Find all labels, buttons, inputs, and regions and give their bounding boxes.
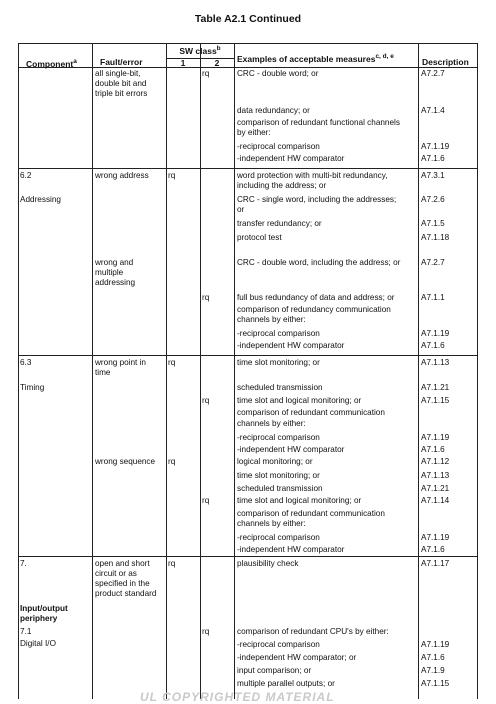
description-cell: A7.2.7 xyxy=(421,69,445,78)
measure-cell: transfer redundancy; or xyxy=(237,219,322,228)
measure-cell: word protection with multi-bit redundancy, xyxy=(237,171,388,180)
fault-cell: wrong point in xyxy=(95,358,146,367)
header-fault: Fault/error xyxy=(100,57,143,67)
description-cell: A7.1.4 xyxy=(421,106,445,115)
description-cell: A7.1.6 xyxy=(421,545,445,554)
description-cell: A7.1.21 xyxy=(421,383,450,392)
sw-class-1-rq: rq xyxy=(168,457,176,466)
sw-class-1-rq: rq xyxy=(168,559,176,568)
description-cell: A7.1.21 xyxy=(421,484,450,493)
description-cell: A7.1.14 xyxy=(421,496,450,505)
description-cell: A7.1.6 xyxy=(421,445,445,454)
description-cell: A7.1.19 xyxy=(421,329,450,338)
sw-class-2-rq: rq xyxy=(202,396,210,405)
measure-cell: comparison of redundant communication xyxy=(237,408,385,417)
grid-line xyxy=(234,43,235,699)
component-cell: Timing xyxy=(20,383,45,392)
description-cell: A7.2.7 xyxy=(421,258,445,267)
grid-line xyxy=(477,43,478,699)
sw-class-1-rq: rq xyxy=(168,358,176,367)
grid-line xyxy=(200,43,201,699)
grid-line xyxy=(92,43,93,699)
measure-cell: -reciprocal comparison xyxy=(237,329,320,338)
fault-cell: time xyxy=(95,368,111,377)
description-cell: A7.1.19 xyxy=(421,640,450,649)
measure-cell: scheduled transmission xyxy=(237,383,323,392)
description-cell: A7.1.18 xyxy=(421,233,450,242)
measure-cell: scheduled transmission xyxy=(237,484,323,493)
sw-class-2-rq: rq xyxy=(202,69,210,78)
requirements-table xyxy=(18,43,478,699)
measure-cell: protocol test xyxy=(237,233,282,242)
description-cell: A7.1.9 xyxy=(421,666,445,675)
measure-cell: -reciprocal comparison xyxy=(237,640,320,649)
measure-cell: time slot monitoring; or xyxy=(237,471,320,480)
sw-class-2-rq: rq xyxy=(202,293,210,302)
measure-cell: time slot and logical monitoring; or xyxy=(237,396,362,405)
description-cell: A7.1.19 xyxy=(421,142,450,151)
component-cell: Addressing xyxy=(20,195,61,204)
description-cell: A7.2.6 xyxy=(421,195,445,204)
header-class-2: 2 xyxy=(214,58,220,68)
grid-line xyxy=(18,556,478,557)
component-cell: 6.2 xyxy=(20,171,32,180)
measure-cell: -independent HW comparator xyxy=(237,154,345,163)
fault-cell: wrong sequence xyxy=(95,457,156,466)
description-cell: A7.1.13 xyxy=(421,358,450,367)
sw-class-2-rq: rq xyxy=(202,496,210,505)
description-cell: A7.1.5 xyxy=(421,219,445,228)
description-cell: A7.1.15 xyxy=(421,396,450,405)
measure-cell: or xyxy=(237,205,245,214)
sw-class-2-rq: rq xyxy=(202,627,210,636)
measure-cell: including the address; or xyxy=(237,181,327,190)
component-cell: Input/output xyxy=(20,604,68,613)
component-cell: 7. xyxy=(20,559,27,568)
measure-cell: comparison of redundant CPU's by either: xyxy=(237,627,389,636)
grid-line xyxy=(18,67,478,68)
description-cell: A7.1.15 xyxy=(421,679,450,688)
header-sw-class: SW class$^b$ xyxy=(179,45,221,56)
component-cell: Digital I/O xyxy=(20,639,56,648)
header-measures: Examples of acceptable measures$^{c, d, e}$ xyxy=(237,53,394,64)
description-cell: A7.1.1 xyxy=(421,293,445,302)
header-component: Component$^a$ xyxy=(26,58,77,69)
description-cell: A7.1.6 xyxy=(421,341,445,350)
table-title: Table A2.1 Continued xyxy=(194,13,302,25)
measure-cell: by either: xyxy=(237,128,271,137)
measure-cell: plausibility check xyxy=(237,559,299,568)
measure-cell: CRC - single word, including the addresses; xyxy=(237,195,397,204)
measure-cell: input comparison; or xyxy=(237,666,312,675)
measure-cell: multiple parallel outputs; or xyxy=(237,679,335,688)
measure-cell: channels by either: xyxy=(237,315,306,324)
fault-cell: wrong and xyxy=(95,258,134,267)
measure-cell: -reciprocal comparison xyxy=(237,433,320,442)
grid-line xyxy=(18,355,478,356)
description-cell: A7.1.6 xyxy=(421,653,445,662)
fault-cell: multiple xyxy=(95,268,124,277)
measure-cell: -reciprocal comparison xyxy=(237,533,320,542)
description-cell: A7.1.12 xyxy=(421,457,450,466)
component-cell: 7.1 xyxy=(20,627,32,636)
grid-line xyxy=(18,43,478,44)
fault-cell: product standard xyxy=(95,589,157,598)
fault-cell: open and short xyxy=(95,559,150,568)
measure-cell: CRC - double word, including the address; or xyxy=(237,258,401,267)
measure-cell: full bus redundancy of data and address; or xyxy=(237,293,395,302)
sw-class-1-rq: rq xyxy=(168,171,176,180)
measure-cell: logical monitoring; or xyxy=(237,457,313,466)
fault-cell: specified in the xyxy=(95,579,150,588)
measure-cell: -reciprocal comparison xyxy=(237,142,320,151)
grid-line xyxy=(18,43,19,699)
component-cell: 6.3 xyxy=(20,358,32,367)
measure-cell: data redundancy; or xyxy=(237,106,310,115)
description-cell: A7.1.19 xyxy=(421,533,450,542)
fault-cell: circuit or as xyxy=(95,569,137,578)
measure-cell: -independent HW comparator xyxy=(237,341,345,350)
grid-line xyxy=(18,168,478,169)
measure-cell: channels by either: xyxy=(237,419,306,428)
grid-line xyxy=(418,43,419,699)
header-class-1: 1 xyxy=(180,58,186,68)
measure-cell: time slot monitoring; or xyxy=(237,358,320,367)
measure-cell: CRC - double word; or xyxy=(237,69,319,78)
measure-cell: channels by either: xyxy=(237,519,306,528)
description-cell: A7.1.17 xyxy=(421,559,450,568)
measure-cell: -independent HW comparator; or xyxy=(237,653,357,662)
description-cell: A7.1.19 xyxy=(421,433,450,442)
fault-cell: double bit and xyxy=(95,79,147,88)
description-cell: A7.1.13 xyxy=(421,471,450,480)
measure-cell: time slot and logical monitoring; or xyxy=(237,496,362,505)
description-cell: A7.1.6 xyxy=(421,154,445,163)
fault-cell: triple bit errors xyxy=(95,89,148,98)
watermark: UL COPYRIGHTED MATERIAL xyxy=(140,690,335,704)
measure-cell: comparison of redundant communication xyxy=(237,509,385,518)
grid-line xyxy=(166,43,167,699)
measure-cell: -independent HW comparator xyxy=(237,545,345,554)
measure-cell: -independent HW comparator xyxy=(237,445,345,454)
component-cell: periphery xyxy=(20,614,58,623)
fault-cell: all single-bit, xyxy=(95,69,141,78)
fault-cell: wrong address xyxy=(95,171,149,180)
header-description: Description xyxy=(422,57,469,67)
fault-cell: addressing xyxy=(95,278,136,287)
measure-cell: comparison of redundant functional channels xyxy=(237,118,400,127)
measure-cell: comparison of redundancy communication xyxy=(237,305,391,314)
description-cell: A7.3.1 xyxy=(421,171,445,180)
